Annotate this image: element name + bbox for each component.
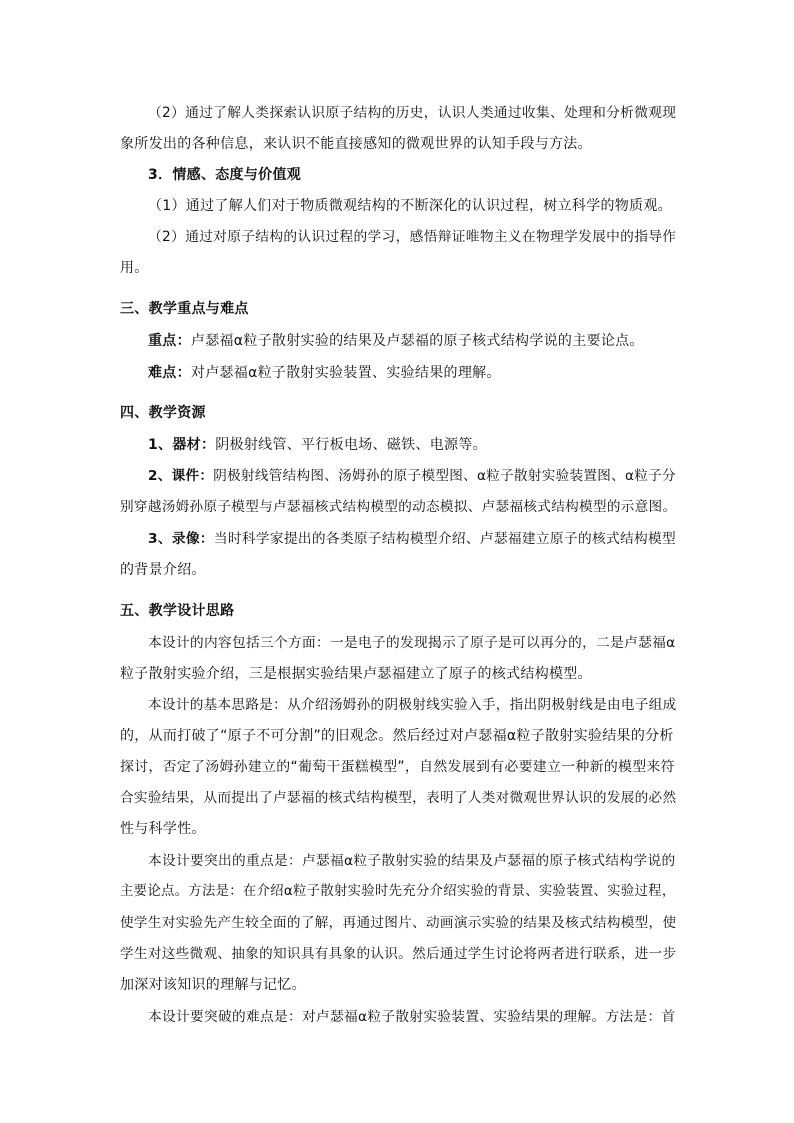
key-point-line (148, 328, 676, 354)
resource-line (148, 463, 676, 489)
paragraph-line: （2）通过对原子结构的认识过程的学习，感悟辩证唯物主义在物理学发展中的指导作 (148, 229, 677, 245)
resource-line (148, 526, 676, 552)
section-heading: 五、教学设计思路 (120, 603, 235, 619)
paragraph-line: 的背景介绍。 (120, 562, 206, 578)
paragraph-line: （2）通过了解人类探索认识原子结构的历史，认识人类通过收集、处理和分析微观现 (148, 105, 677, 121)
resource-text: 当时科学家提出的各类原子结构模型介绍、卢瑟福建立原子的核式结构模型 (213, 531, 676, 547)
paragraph-line: 粒子散射实验介绍，三是根据实验结果卢瑟福建立了原子的核式结构模型。 (120, 666, 592, 682)
resource-text: 阴极射线管、平行板电场、磁铁、电源等。 (215, 437, 487, 453)
difficulty-text: 对卢瑟福α粒子散射实验装置、实验结果的理解。 (190, 365, 501, 381)
resource-label: 1、器材： (148, 437, 216, 453)
section-heading: 三、教学重点与难点 (120, 301, 249, 317)
paragraph-line: 加深对该知识的理解与记忆。 (120, 977, 306, 993)
paragraph-line: 用。 (120, 260, 149, 276)
resource-line (148, 432, 676, 458)
paragraph-line: 探讨，否定了汤姆孙建立的“葡萄干蛋糕模型”，自然发展到有必要建立一种新的模型来符 (120, 759, 675, 775)
resource-label: 2、课件： (148, 468, 214, 484)
paragraph-line: 使学生对实验先产生较全面的了解，再通过图片、动画演示实验的结果及核式结构模型，使 (120, 915, 677, 931)
paragraph-line: 主要论点。方法是：在介绍α粒子散射实验时先充分介绍实验的背景、实验装置、实验过程， (120, 884, 676, 899)
subsection-heading: 3．情感、态度与价值观 (148, 167, 302, 183)
paragraph-line: 性与科学性。 (120, 821, 206, 837)
paragraph-line: 的，从而打破了“原子不可分割”的旧观念。然后经过对卢瑟福α粒子散射实验结果的分析 (120, 728, 674, 744)
difficulty-label: 难点： (148, 365, 191, 381)
resource-text: 阴极射线管结构图、汤姆孙的原子模型图、α粒子散射实验装置图、α粒子分 (213, 468, 676, 484)
paragraph-line: （1）通过了解人们对于物质微观结构的不断深化的认识过程，树立科学的物质观。 (148, 198, 673, 214)
paragraph-line: 学生对这些微观、抽象的知识具有具象的认识。然后通过学生讨论将两者进行联系，进一步 (120, 946, 677, 962)
paragraph-line: 本设计要突出的重点是：卢瑟福α粒子散射实验的结果及卢瑟福的原子核式结构学说的 (148, 853, 676, 869)
paragraph-line: 本设计的基本思路是：从介绍汤姆孙的阴极射线实验入手，指出阴极射线是由电子组成 (148, 697, 677, 713)
key-point-label: 重点： (148, 333, 191, 349)
paragraph-line: 合实验结果，从而提出了卢瑟福的核式结构模型，表明了人类对微观世界认识的发展的必然 (120, 790, 677, 806)
paragraph-line: 本设计要突破的难点是：对卢瑟福α粒子散射实验装置、实验结果的理解。方法是：首 (148, 1009, 676, 1025)
paragraph-line: 本设计的内容包括三个方面：一是电子的发现揭示了原子是可以再分的，二是卢瑟福α (148, 635, 676, 651)
paragraph-line: 别穿越汤姆孙原子模型与卢瑟福核式结构模型的动态模拟、卢瑟福核式结构模型的示意图。 (120, 499, 677, 515)
section-heading: 四、教学资源 (120, 405, 206, 421)
paragraph-line: 象所发出的各种信息，来认识不能直接感知的微观世界的认知手段与方法。 (120, 136, 592, 152)
resource-label: 3、录像： (148, 531, 214, 547)
difficulty-line (148, 360, 676, 386)
key-point-text: 卢瑟福α粒子散射实验的结果及卢瑟福的原子核式结构学说的主要论点。 (190, 333, 644, 349)
